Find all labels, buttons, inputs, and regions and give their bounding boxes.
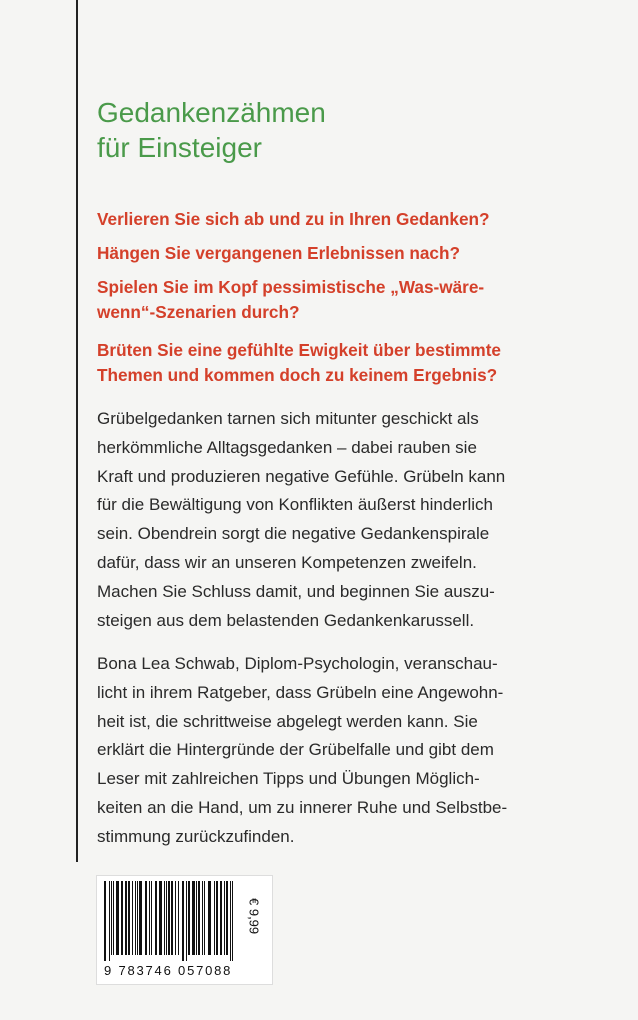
question-4 [97,338,617,388]
barcode-bar [164,881,165,955]
question-line: Brüten Sie eine gefühlte Ewigkeit über bestimmte [97,340,501,360]
barcode-bars [104,881,236,961]
text-line: für die Bewältigung von Konflikten äußerst hinderlich [97,495,493,515]
text-line: Machen Sie Schluss damit, und beginnen Sie auszu- [97,581,495,601]
barcode-bar [232,881,233,961]
barcode-bar [168,881,170,955]
title-line-1: Gedankenzähmen [97,97,326,128]
barcode-bar [109,881,110,961]
paragraph-2 [97,650,617,852]
barcode-bar [166,881,167,955]
barcode-bar [196,881,197,955]
barcode-bar [128,881,130,955]
text-line: Grübelgedanken tarnen sich mitunter geschickt als [97,409,479,428]
text-line: herkömmliche Alltagsgedanken – dabei rauben sie [97,437,477,457]
barcode-bar [145,881,147,955]
text-line: sein. Obendrein sorgt die negative Gedankenspirale [97,524,490,544]
vertical-rule [76,0,78,862]
barcode-bar [188,881,190,955]
price-label: € 9,99 [246,897,262,935]
barcode-bar [216,881,218,955]
question-2 [97,241,617,266]
barcode-bar [204,881,205,955]
question-1 [97,207,617,232]
text-line: Kraft und produzieren negative Gefühle. Grübeln kann [97,466,506,486]
barcode-bar [192,881,195,955]
barcode-bar [139,881,142,955]
barcode-bar [226,881,228,955]
barcode-bar [111,881,112,955]
question-3 [97,275,617,325]
book-title [97,95,597,165]
barcode-bar [125,881,127,955]
barcode-bar [208,881,211,955]
question-line: Spielen Sie im Kopf pessimistische „Was-wäre- [97,277,485,297]
barcode-bar [159,881,162,955]
barcode-bar [224,881,225,955]
barcode-bar [155,881,157,955]
barcode-bar [151,881,152,955]
question-line: Hängen Sie vergangenen Erlebnissen nach? [97,243,460,263]
barcode-bar [230,881,231,961]
text-line: Bona Lea Schwab, Diplom-Psychologin, veranschau- [97,654,498,673]
text-line: keiten an die Hand, um zu innerer Ruhe und Selbstbe- [97,797,508,817]
question-line: Verlieren Sie sich ab und zu in Ihren Gedanken? [97,209,490,229]
barcode-bar [178,881,179,955]
barcode-bar [186,881,187,961]
title-line-2: für Einsteiger [97,132,262,163]
isbn-number: 9 783746 057088 [104,963,233,978]
question-line: wenn“-Szenarien durch? [97,302,300,322]
barcode-bar [182,881,184,961]
question-line: Themen und kommen doch zu keinem Ergebnis? [97,365,498,385]
barcode-bar [149,881,150,955]
barcode-bar [104,881,106,961]
barcode-bar [171,881,173,955]
paragraph-1 [97,405,617,635]
barcode-bar [135,881,136,955]
text-line: steigen aus dem belastenden Gedankenkarussell. [97,610,475,630]
barcode-bar [202,881,203,955]
text-line: licht in ihrem Ratgeber, dass Grübeln eine Angewohn- [97,682,504,702]
text-line: dafür, dass wir an unseren Kompetenzen zweifeln. [97,552,477,572]
barcode-bar [175,881,176,955]
barcode-bar [214,881,215,955]
barcode-bar [198,881,200,955]
text-line: Leser mit zahlreichen Tipps und Übungen Möglich- [97,769,480,789]
barcode-bar [116,881,119,955]
barcode-bar [220,881,222,955]
text-line: heit ist, die schrittweise abgelegt werden kann. Sie [97,711,478,731]
barcode-bar [132,881,133,955]
barcode-bar [137,881,138,955]
barcode-bar [113,881,114,955]
text-line: stimmung zurückzufinden. [97,826,295,846]
barcode-bar [121,881,123,955]
text-line: erklärt die Hintergründe der Grübelfalle und gibt dem [97,740,494,760]
